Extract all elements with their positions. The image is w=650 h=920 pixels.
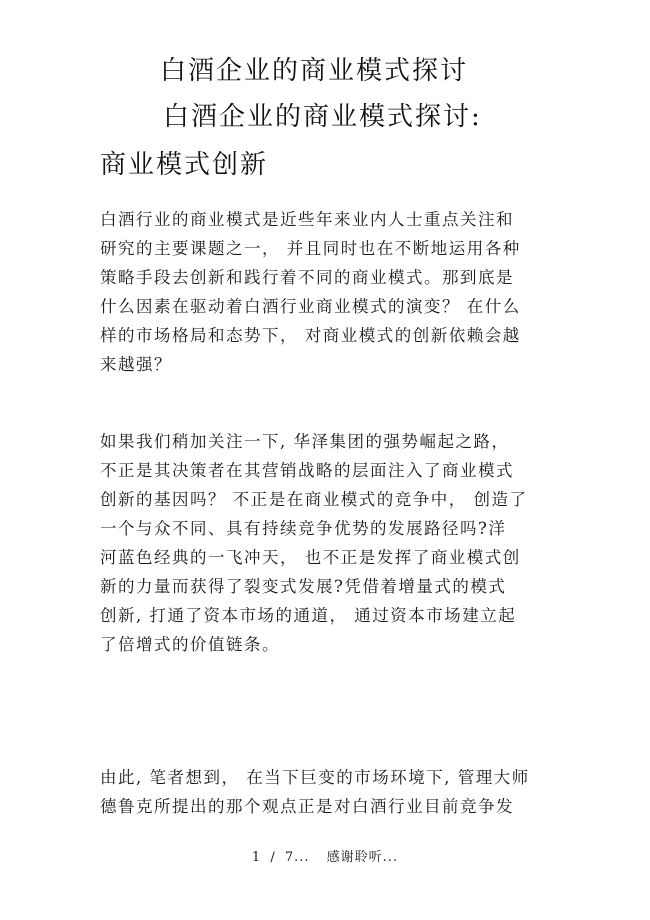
paragraph-1-line-3: 策略手段去创新和践行着不同的商业模式。那到底是 [100,268,514,287]
paragraph-2-line-6: 新的力量而获得了裂变式发展?凭借着增量式的模式 [100,577,507,596]
paragraph-3 [100,763,552,821]
paragraph-3-line-1: 由此, 笔者想到， 在当下巨变的市场环境下, 管理大师 [100,768,530,787]
paragraph-1-line-4: 什么因素在驱动着白酒行业商业模式的演变？ 在什么 [100,297,521,316]
paragraph-1-line-5: 样的市场格局和态势下， 对商业模式的创新依赖会越 [100,326,521,345]
page-number-total: 7... [284,850,310,865]
document-title-line-1: 白酒企业的商业模式探讨 [160,56,469,86]
paragraph-2-line-8: 了倍增式的价值链条。 [100,635,280,654]
paragraph-2-line-7: 创新, 打通了资本市场的通道， 通过资本市场建立起 [100,606,517,625]
paragraph-2 [100,427,552,659]
page-footer [0,846,650,865]
paragraph-1-line-2: 研究的主要课题之一， 并且同时也在不断地运用各种 [100,239,521,258]
paragraph-2-line-2: 不正是其决策者在其营销战略的层面注入了商业模式 [100,461,514,480]
paragraph-2-line-5: 河蓝色经典的一飞冲天， 也不正是发挥了商业模式创 [100,548,521,567]
footer-thanks-text: 感谢聆听... [326,850,399,865]
document-subtitle: 商业模式创新 [100,150,269,180]
page-number-separator: / [270,850,276,865]
paragraph-1-line-6: 来越强？ [100,355,172,374]
page-number-current: 1 [251,850,262,865]
paragraph-3-line-2: 德鲁克所提出的那个观点正是对白酒行业目前竞争发 [100,797,514,816]
paragraph-1-line-1: 白酒行业的商业模式是近些年来业内人士重点关注和 [100,210,514,229]
paragraph-1 [100,205,552,379]
document-title-line-2: 白酒企业的商业模式探讨: [163,102,482,132]
paragraph-2-line-4: 一个与众不同、具有持续竞争优势的发展路径吗?洋 [100,519,507,538]
paragraph-2-line-3: 创新的基因吗？ 不正是在商业模式的竞争中， 创造了 [100,490,528,509]
paragraph-2-line-1: 如果我们稍加关注一下, 华泽集团的强势崛起之路， [100,432,510,451]
